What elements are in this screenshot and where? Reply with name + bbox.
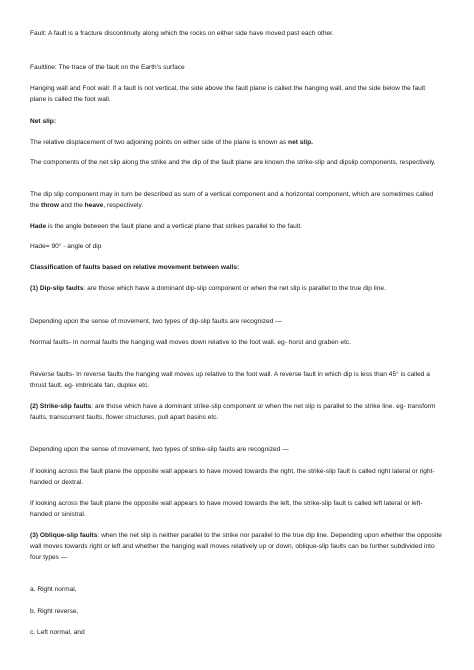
bold-term-throw: throw	[41, 202, 59, 209]
bold-term: (2) Strike-slip faults	[30, 403, 92, 410]
bold-term-hade: Hade	[30, 223, 47, 230]
text: : are those which have a dominant strike-slip component or when the net slip is parallel to the strike line. eg- transform faults, transcurrent faults, flower structures, pull apart basins etc.	[30, 403, 436, 421]
bold-term: (1) Dip-slip faults	[30, 285, 84, 292]
text: : when the net slip is neither parallel to the strike nor parallel to the true dip line. Depending upon whether the opposite wall moves towards right or left and whether the hanging wall moves relatively up or down, oblique-slip faults can be further subdivided into four types —	[30, 532, 442, 561]
para-net-slip-definition	[30, 137, 442, 148]
heading-net-slip	[30, 116, 442, 127]
text: Normal faults- In normal faults the hanging wall moves down relative to the foot wall. eg- horst and graben etc.	[30, 339, 352, 346]
text: b. Right reverse,	[30, 608, 79, 615]
text: Faultline: The trace of the fault on the Earth's surface	[30, 64, 185, 71]
para-hanging-foot-wall	[30, 83, 442, 105]
list-item-right-normal	[30, 584, 442, 595]
bold-term: net slip.	[288, 139, 313, 146]
text: : are those which have a dominant dip-slip component or when the net slip is parallel to the true dip line.	[83, 285, 386, 292]
text: c. Left normal, and	[30, 629, 85, 636]
para-hade-definition	[30, 221, 442, 232]
text: If looking across the fault plane the opposite wall appears to have moved towards the left, the strike-slip fault is called left lateral or left-handed or sinistral.	[30, 500, 423, 518]
list-item-left-normal	[30, 627, 442, 638]
para-sinistral	[30, 498, 442, 520]
text: Depending upon the sense of movement, two types of dip-slip faults are recognized —	[30, 318, 282, 325]
para-faultline	[30, 62, 442, 73]
list-item-right-reverse	[30, 606, 442, 617]
para-hade-formula	[30, 241, 442, 252]
para-strike-slip-types	[30, 444, 442, 455]
para-dextral	[30, 466, 442, 488]
text: If looking across the fault plane the opposite wall appears to have moved towards the right, the strike-slip fault is called right lateral or right-handed or dextral.	[30, 468, 435, 486]
text: Fault: A fault is a fracture discontinuity along which the rocks on either side have moved past each other.	[30, 30, 334, 37]
text: The components of the net slip along the strike and the dip of the fault plane are known the strike-slip and dipslip components, respectively.	[30, 159, 436, 166]
para-reverse-faults	[30, 369, 442, 391]
heading-text: Classification of faults based on relative movement between walls:	[30, 264, 240, 271]
text: Depending upon the sense of movement, two types of strike-slip faults are recognized —	[30, 446, 289, 453]
text: Reverse faults- In reverse faults the hanging wall moves up relative to the foot wall. A reverse fault in which dip is less than 45° is called a thrust fault. eg- imbricate fan, duplex etc.	[30, 371, 430, 389]
para-net-slip-components	[30, 157, 442, 168]
para-dip-slip-faults	[30, 283, 442, 294]
heading-classification	[30, 262, 442, 273]
text: The dip slip component may in turn be described as sum of a vertical component and a horizontal component, which are sometimes called the	[30, 191, 434, 209]
text: and the	[58, 202, 85, 209]
para-normal-faults	[30, 337, 442, 348]
text: Hade= 90° - angle of dip	[30, 243, 102, 250]
text: is the angle between the fault plane and a vertical plane that strikes parallel to the fault.	[46, 223, 302, 230]
heading-text: Net slip:	[30, 118, 57, 125]
para-dip-slip-types	[30, 316, 442, 327]
text: Hanging wall and Foot wall: If a fault is not vertical, the side above the fault plane is called the hanging wall, and the side below the fault plane is called the foot wall.	[30, 85, 426, 103]
text: , respectively.	[103, 202, 144, 209]
text: a. Right normal,	[30, 586, 77, 593]
para-fault-definition	[30, 28, 442, 39]
para-strike-slip-faults	[30, 401, 442, 423]
para-oblique-slip-faults	[30, 530, 442, 563]
text: The relative displacement of two adjoining points on either side of the plane is known as	[30, 139, 289, 146]
bold-term-heave: heave	[84, 202, 104, 209]
para-dip-slip-component	[30, 189, 442, 211]
bold-term: (3) Oblique-slip faults	[30, 532, 98, 539]
